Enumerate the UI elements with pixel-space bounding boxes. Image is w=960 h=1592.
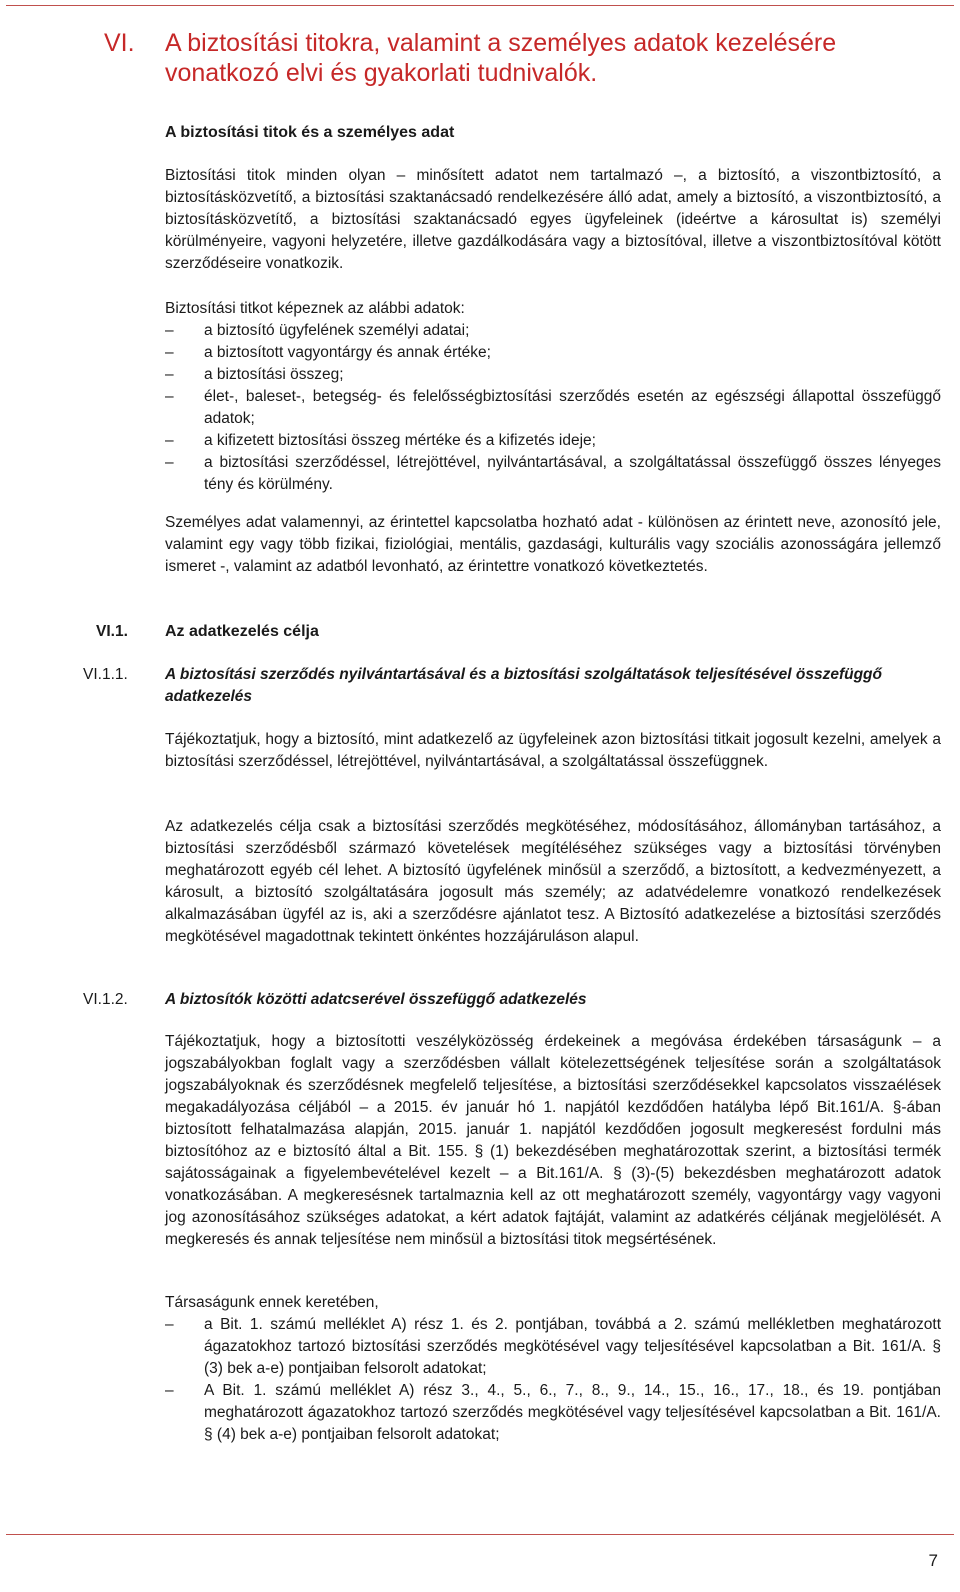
list-item: – A Bit. 1. számú melléklet A) rész 3., 4., 5., 6., 7., 8., 9., 14., 15., 16., 17., 18., és 19. pontjában meghatározott ágazatokhoz tartozó szerződés megkötésével vagy teljesítésével kapcsolatban a Bit. 161/A. § (4) bek a-e) pontjaiban felsorolt adatokat; [165,1382,941,1443]
paragraph-section-1-2: Tájékoztatjuk, hogy a biztosítotti veszélyközösség érdekeinek a megóvása érdekében társaságunk – a jogszabályokban foglalt vagy a szerződésben vállalt kötelezettségének teljesítése során a szolgáltatások jogszabályoknak és szerződésnek megfelelő teljesítése, a biztosítási szerződésekkel kapcsolatos visszaélések megakadályozása céljából – a 2015. év január hó 1. napjától kezdődően hatályba lépő Bit.161/A. §-ában biztosított felhatalmazása alapján, 2015. január 1. napjától kezdődően jogosult megkeresést fordulni más biztosítóhoz az e biztosító által a Bit. 155. § (1) bekezdésében meghatározottak szerint, a biztosítási termék sajátosságainak a figyelembevételével kezelt – a Bit.161/A. § (3)-(5) bekezdésben meghatározott adatok vonatkozásában. A megkeresésnek tartalmaznia kell az ott meghatározott személy, vagyontárgy vagy vagyoni jog azonosításához szükséges adatokat, a kért adatok fajtáját, valamint az adatkérés céljának megjelölését. A megkeresés és annak teljesítése nem minősül a biztosítási titok megsértésének. [165,1033,941,1248]
dash-bullet: – [165,454,174,471]
list-item: – a kifizetett biztosítási összeg mértéke és a kifizetés ideje; [165,430,941,452]
paragraph-insurance-secret-definition: Biztosítási titok minden olyan – minősített adatot nem tartalmazó –, a biztosító, a viszontbiztosító, a biztosításközvetítő, a biztosítási szaktanácsadó rendelkezésére álló adat, amely a biztosító, a viszontbiztosító, a biztosításközvetítő, a biztosítási szaktanácsadó egyes ügyfeleinek (ideértve a károsultat is) személyi körülményeire, vagyoni helyzetére, illetve gazdálkodására vagy a biztosítóval, illetve a viszontbiztosítóval kötött szerződéseire vonatkozik. [165,167,941,272]
secret-data-list [165,320,941,496]
company-data-list [165,1314,941,1446]
dash-bullet: – [165,1382,174,1399]
section-1-number: VI.1. [96,623,128,640]
paragraph-section-1-1-a: Tájékoztatjuk, hogy a biztosító, mint adatkezelő az ügyfeleinek azon biztosítási titkait jogosult kezelni, amelyek a biztosítási szerződéssel, létrejöttével, nyilvántartásával, a szolgáltatással összefüggnek. [165,731,941,770]
dash-bullet: – [165,366,174,383]
dash-bullet: – [165,432,174,449]
list-intro-company: Társaságunk ennek keretében, [165,1294,379,1311]
section-1-1-number: VI.1.1. [83,666,128,683]
bottom-rule [6,1534,954,1535]
section-1-title: Az adatkezelés célja [165,623,319,640]
page-number: 7 [928,1551,938,1570]
section-1-1-title: A biztosítási szerződés nyilvántartásával és a biztosítási szolgáltatások teljesítésével összefüggő adatkezelés [165,666,882,705]
list-item: – élet-, baleset-, betegség- és felelősségbiztosítási szerződés esetén az egészségi állapottal összefüggő adatok; [165,388,941,427]
section-1-2-title: A biztosítók közötti adatcserével összefüggő adatkezelés [165,991,587,1008]
list-item: – a Bit. 1. számú melléklet A) rész 1. és 2. pontjában, továbbá a 2. számú mellékletben meghatározott ágazatokhoz tartozó biztosítási szerződés megkötésével vagy teljesítésével kapcsolatban a Bit. 161/A. § (3) bek a-e) pontjaiban felsorolt adatokat; [165,1316,941,1377]
chapter-title: A biztosítási titokra, valamint a személyes adatok kezelésére vonatkozó elvi és gyakorlati tudnivalók. [165,29,837,87]
section-intro-heading: A biztosítási titok és a személyes adat [165,124,455,141]
paragraph-section-1-1-b: Az adatkezelés célja csak a biztosítási szerződés megkötéséhez, módosításához, állományban tartásához, a biztosítási szerződésből származó követelések megítéléséhez szükséges vagy a biztosítási törvényben meghatározott egyéb cél lehet. A biztosító ügyfelének minősül a szerződő, a biztosított, a kedvezményezett, a károsult, a biztosító szolgáltatására jogosult más személy; az adatvédelemre vonatkozó rendelkezések alkalmazásában ügyfél az is, aki a szerződésre ajánlatot tesz. A Biztosító adatkezelése a biztosítási szerződés megkötésével magadottnak tekintett önkéntes hozzájáruláson alapul. [165,818,941,945]
chapter-number: VI. [104,29,135,57]
dash-bullet: – [165,344,174,361]
dash-bullet: – [165,322,174,339]
top-rule [6,5,954,6]
section-1-2-number: VI.1.2. [83,991,128,1008]
paragraph-personal-data-definition: Személyes adat valamennyi, az érintettel kapcsolatba hozható adat - különösen az érintett neve, azonosító jele, valamint egy vagy több fizikai, fiziológiai, mentális, gazdasági, kulturális vagy szociális azonosságára jellemző ismeret -, valamint az adatból levonható, az érintettre vonatkozó következtetés. [165,514,941,575]
list-intro-secret-data: Biztosítási titkot képeznek az alábbi adatok: [165,300,465,317]
list-item: – a biztosító ügyfelének személyi adatai; [165,320,941,342]
list-item: – a biztosítási összeg; [165,364,941,386]
list-item: – a biztosított vagyontárgy és annak értéke; [165,342,941,364]
dash-bullet: – [165,1316,174,1333]
list-item: – a biztosítási szerződéssel, létrejöttével, nyilvántartásával, a szolgáltatással összefüggő összes lényeges tény és körülmény. [165,454,941,493]
dash-bullet: – [165,388,174,405]
